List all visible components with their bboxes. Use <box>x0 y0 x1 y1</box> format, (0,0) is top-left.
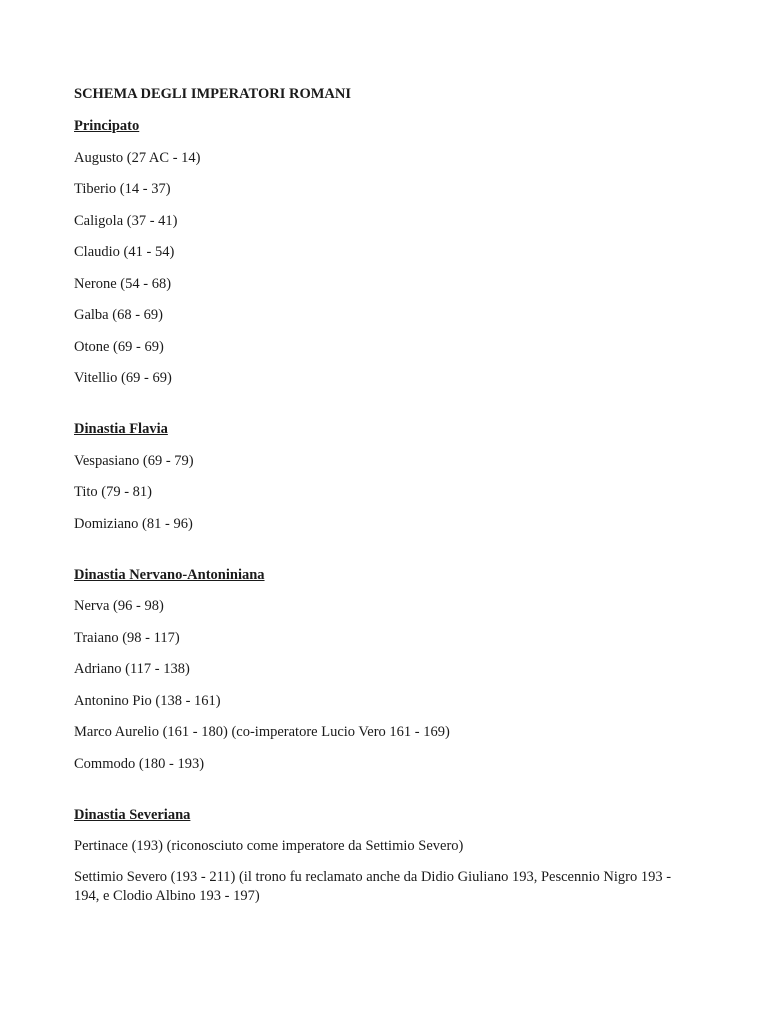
section-heading: Dinastia Flavia <box>74 421 168 437</box>
list-item: Otone (69 - 69) <box>74 338 164 355</box>
section-dinastia-severiana <box>74 805 694 906</box>
list-item: Caligola (37 - 41) <box>74 212 178 229</box>
list-item: Commodo (180 - 193) <box>74 755 205 772</box>
list-item: Tito (79 - 81) <box>74 484 153 500</box>
section-heading: Dinastia Nervano-Antoniniana <box>74 566 265 583</box>
list-item: Tiberio (14 - 37) <box>74 181 171 197</box>
list-item: Nerva (96 - 98) <box>74 598 164 614</box>
list-item: Pertinace (193) (riconosciuto come imperatore da Settimio Severo) <box>74 838 464 854</box>
document-page <box>74 84 694 917</box>
section-dinastia-nervano-antoniniana <box>74 565 694 774</box>
list-item: Adriano (117 - 138) <box>74 661 190 677</box>
section-dinastia-flavia <box>74 419 694 534</box>
list-item: Domiziano (81 - 96) <box>74 515 193 532</box>
section-heading: Dinastia Severiana <box>74 806 191 823</box>
list-item: Antonino Pio (138 - 161) <box>74 692 221 709</box>
list-item: Nerone (54 - 68) <box>74 275 172 292</box>
list-item: Galba (68 - 69) <box>74 307 163 323</box>
list-item: Vespasiano (69 - 79) <box>74 452 194 469</box>
list-item: Vitellio (69 - 69) <box>74 370 172 386</box>
list-item: Settimio Severo (193 - 211) (il trono fu reclamato anche da Didio Giuliano 193, Pescennio Nigro 193 - 194, e Clodio Albino 193 - 197) <box>74 868 672 904</box>
list-item: Marco Aurelio (161 - 180) (co-imperatore Lucio Vero 161 - 169) <box>74 724 450 740</box>
list-item: Claudio (41 - 54) <box>74 244 175 260</box>
list-item: Traiano (98 - 117) <box>74 629 180 646</box>
section-heading: Principato <box>74 118 140 134</box>
list-item: Augusto (27 AC - 14) <box>74 149 201 166</box>
document-title: SCHEMA DEGLI IMPERATORI ROMANI <box>74 86 352 102</box>
section-principato <box>74 116 694 388</box>
